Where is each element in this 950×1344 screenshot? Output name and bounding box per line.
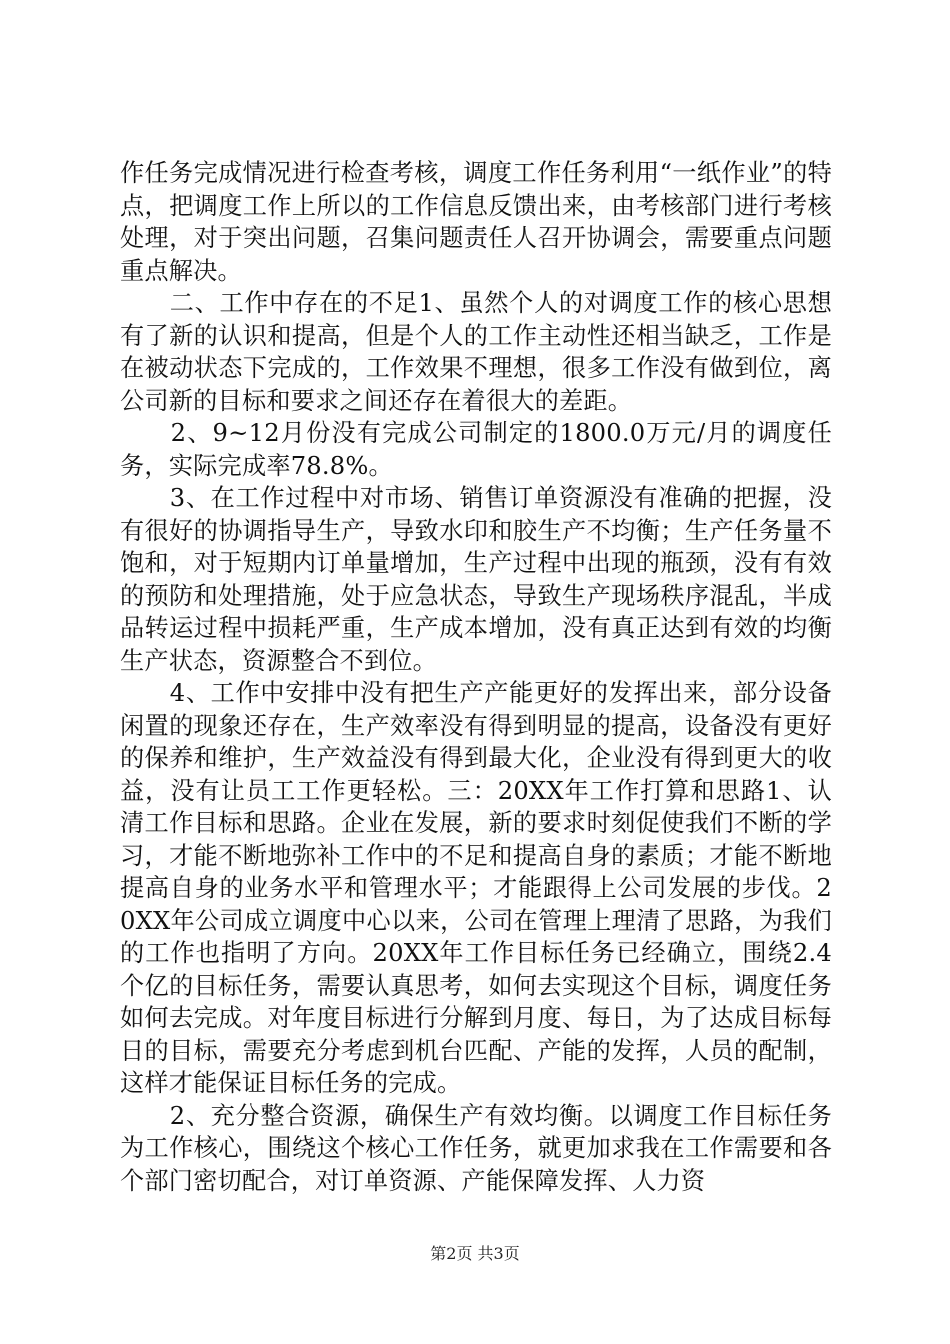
- document-body: [120, 157, 832, 1197]
- page-footer: 第2页 共3页: [430, 1244, 520, 1263]
- paragraph-4: 3、在工作过程中对市场、销售订单资源没有准确的把握，没有很好的协调指导生产，导致水印和胶生产不均衡；生产任务量不饱和，对于短期内订单量增加，生产过程中出现的瓶颈，没有有效的预防和处理措施，处于应急状态，导致生产现场秩序混乱，半成品转运过程中损耗严重，生产成本增加，没有真正达到有效的均衡生产状态，资源整合不到位。: [120, 484, 832, 675]
- paragraph-5: 4、工作中安排中没有把生产产能更好的发挥出来，部分设备闲置的现象还存在，生产效率没有得到明显的提高，设备没有更好的保养和维护，生产效益没有得到最大化，企业没有得到更大的收益，没有让员工工作更轻松。三：20XX年工作打算和思路1、认清工作目标和思路。企业在发展，新的要求时刻促使我们不断的学习，才能不断地弥补工作中的不足和提高自身的素质；才能不断地提高自身的业务水平和管理水平；才能跟得上公司发展的步伐。20XX年公司成立调度中心以来，公司在管理上理清了思路，为我们的工作也指明了方向。20XX年工作目标任务已经确立，围绕2.4个亿的目标任务，需要认真思考，如何去实现这个目标，调度任务如何去完成。对年度目标进行分解到月度、每日，为了达成目标每日的目标，需要充分考虑到机台匹配、产能的发挥，人员的配制，这样才能保证目标任务的完成。: [120, 679, 832, 1097]
- paragraph-2: 二、工作中存在的不足1、虽然个人的对调度工作的核心思想有了新的认识和提高，但是个人的工作主动性还相当缺乏，工作是在被动状态下完成的，工作效果不理想，很多工作没有做到位，离公司新的目标和要求之间还存在着很大的差距。: [120, 289, 832, 415]
- paragraph-3: 2、9~12月份没有完成公司制定的1800.0万元/月的调度任务，实际完成率78.8%。: [120, 419, 832, 480]
- paragraph-6: 2、充分整合资源，确保生产有效均衡。以调度工作目标任务为工作核心，围绕这个核心工作任务，就更加求我在工作需要和各个部门密切配合，对订单资源、产能保障发挥、人力资: [120, 1101, 832, 1195]
- paragraph-1: 作任务完成情况进行检查考核，调度工作任务利用“一纸作业”的特点，把调度工作上所以的工作信息反馈出来，由考核部门进行考核处理，对于突出问题，召集问题责任人召开协调会，需要重点问题重点解决。: [120, 159, 832, 285]
